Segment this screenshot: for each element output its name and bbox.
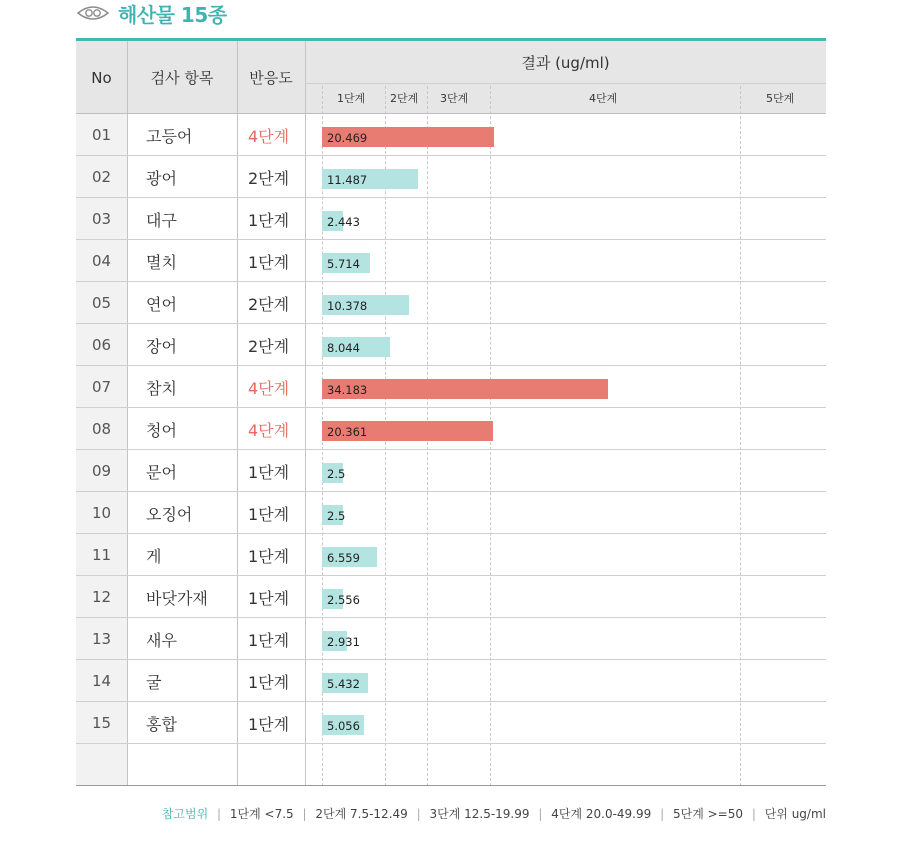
separator: | xyxy=(660,807,665,821)
row-number: 12 xyxy=(91,588,112,606)
item-name: 게 xyxy=(146,546,162,566)
item-name: 고등어 xyxy=(146,126,193,146)
item-name: 연어 xyxy=(146,294,177,314)
reactivity-level: 1단계 xyxy=(248,210,290,230)
header-item: 검사 항목 xyxy=(150,69,214,87)
reactivity-level: 4단계 xyxy=(248,378,290,398)
eye-icon xyxy=(76,4,110,22)
item-name: 홍합 xyxy=(146,714,177,734)
row-number: 08 xyxy=(91,420,112,438)
table-row xyxy=(76,282,826,324)
row-number: 07 xyxy=(91,378,112,396)
stage-label-5: 5단계 xyxy=(766,92,795,105)
row-number: 10 xyxy=(91,504,112,522)
row-number: 05 xyxy=(91,294,112,312)
result-value-label: 5.056 xyxy=(327,719,360,733)
item-name: 새우 xyxy=(146,630,177,650)
row-number: 09 xyxy=(91,462,112,480)
range-stage-1: 1단계 <7.5 xyxy=(229,807,294,821)
item-name: 광어 xyxy=(146,168,177,188)
reactivity-level: 1단계 xyxy=(248,252,290,272)
reactivity-level: 1단계 xyxy=(248,546,290,566)
reactivity-level: 1단계 xyxy=(248,462,290,482)
item-name: 대구 xyxy=(146,210,177,230)
unit-label: 단위 ug/ml xyxy=(764,807,826,821)
row-number: 11 xyxy=(91,546,112,564)
result-value-label: 20.361 xyxy=(327,425,368,439)
result-value-label: 2.5 xyxy=(327,509,346,523)
page-title: 해산물 15종 xyxy=(118,2,227,27)
header-no: No xyxy=(91,68,112,87)
reactivity-level: 2단계 xyxy=(248,336,290,356)
table-row-empty xyxy=(76,744,826,786)
separator: | xyxy=(217,807,222,821)
reactivity-level: 1단계 xyxy=(248,672,290,692)
table-row xyxy=(76,240,826,282)
item-name: 참치 xyxy=(146,378,177,398)
table-bottom-border xyxy=(76,785,826,786)
item-name: 청어 xyxy=(146,420,177,440)
separator: | xyxy=(416,807,421,821)
header-reactivity: 반응도 xyxy=(249,69,293,87)
item-name: 문어 xyxy=(146,462,177,482)
item-name: 멸치 xyxy=(146,252,177,272)
table-row xyxy=(76,576,826,618)
reference-label: 참고범위 xyxy=(161,807,209,821)
reactivity-level: 2단계 xyxy=(248,294,290,314)
table-row xyxy=(76,618,826,660)
row-number: 04 xyxy=(91,252,112,270)
result-value-label: 2.931 xyxy=(327,635,360,649)
item-name: 오징어 xyxy=(146,504,193,524)
stage-label-2: 2단계 xyxy=(390,92,419,105)
reactivity-level: 1단계 xyxy=(248,504,290,524)
reactivity-level: 4단계 xyxy=(248,420,290,440)
result-value-label: 10.378 xyxy=(327,299,368,313)
result-value-label: 8.044 xyxy=(327,341,360,355)
item-name: 장어 xyxy=(146,336,177,356)
reactivity-level: 1단계 xyxy=(248,714,290,734)
separator: | xyxy=(538,807,543,821)
header-result: 결과 (ug/ml) xyxy=(521,53,610,72)
result-value-label: 2.556 xyxy=(327,593,360,607)
reactivity-level: 2단계 xyxy=(248,168,290,188)
table-row xyxy=(76,450,826,492)
stage-label-1: 1단계 xyxy=(337,92,366,105)
table-row xyxy=(76,324,826,366)
table-row xyxy=(76,702,826,744)
result-value-label: 11.487 xyxy=(327,173,368,187)
row-number: 02 xyxy=(91,168,112,186)
item-name: 굴 xyxy=(146,672,162,692)
row-number: 01 xyxy=(91,126,112,144)
result-value-label: 5.714 xyxy=(327,257,360,271)
stage-label-3: 3단계 xyxy=(440,92,469,105)
result-value-label: 5.432 xyxy=(327,677,360,691)
table-row xyxy=(76,156,826,198)
result-value-label: 20.469 xyxy=(327,131,368,145)
table-row xyxy=(76,114,826,156)
table-row xyxy=(76,660,826,702)
result-value-label: 34.183 xyxy=(327,383,368,397)
row-number: 03 xyxy=(91,210,112,228)
table-row xyxy=(76,534,826,576)
range-stage-4: 4단계 20.0-49.99 xyxy=(551,807,652,821)
reference-range xyxy=(162,805,826,822)
reactivity-level: 1단계 xyxy=(248,588,290,608)
result-value-label: 2.443 xyxy=(327,215,360,229)
reactivity-level: 1단계 xyxy=(248,630,290,650)
section-title xyxy=(76,0,227,26)
table-row xyxy=(76,408,826,450)
result-value-label: 6.559 xyxy=(327,551,360,565)
stage-label-4: 4단계 xyxy=(589,92,618,105)
result-value-label: 2.5 xyxy=(327,467,346,481)
table-row xyxy=(76,366,826,408)
reactivity-level: 4단계 xyxy=(248,126,290,146)
range-stage-2: 2단계 7.5-12.49 xyxy=(315,807,408,821)
separator: | xyxy=(302,807,307,821)
results-table xyxy=(76,38,826,786)
row-number: 13 xyxy=(91,630,112,648)
range-stage-5: 5단계 >=50 xyxy=(672,807,743,821)
item-name: 바닷가재 xyxy=(146,588,208,608)
row-number: 06 xyxy=(91,336,112,354)
header-divider xyxy=(305,83,826,84)
row-number: 15 xyxy=(91,714,112,732)
range-stage-3: 3단계 12.5-19.99 xyxy=(429,807,530,821)
table-row xyxy=(76,198,826,240)
row-number: 14 xyxy=(91,672,112,690)
table-row xyxy=(76,492,826,534)
separator: | xyxy=(751,807,756,821)
